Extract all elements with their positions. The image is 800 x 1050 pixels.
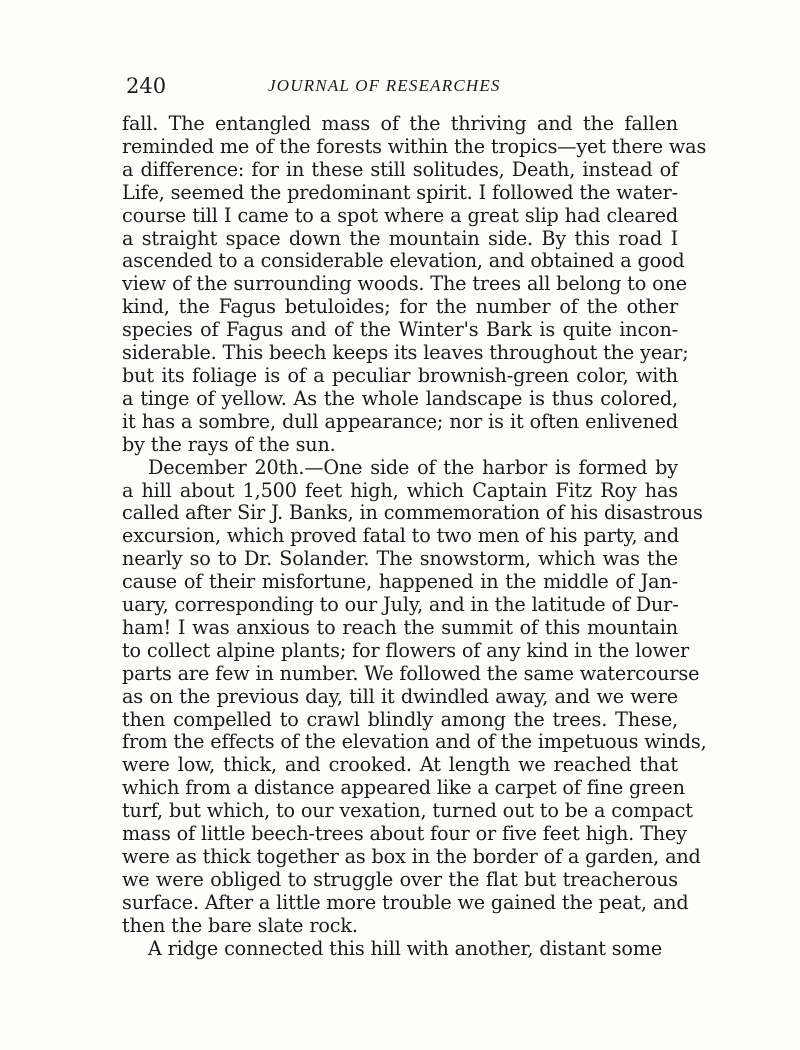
text-line: uary, corresponding to our July, and in the latitude of Dur- <box>122 593 679 617</box>
text-line: ham! I was anxious to reach the summit of this mountain <box>122 615 678 639</box>
text-line: nearly so to Dr. Solander. The snowstorm, which was the <box>122 547 678 571</box>
text-line: siderable. This beech keeps its leaves throughout the year; <box>122 341 689 365</box>
text-line: from the effects of the elevation and of the impetuous winds, <box>122 730 707 754</box>
paragraph <box>122 938 678 961</box>
text-line: course till I came to a spot where a great slip had cleared <box>122 203 678 227</box>
text-line: view of the surrounding woods. The trees all belong to one <box>122 272 687 296</box>
running-head <box>126 74 676 104</box>
text-line: a straight space down the mountain side. By this road I <box>122 226 678 250</box>
page-number: 240 <box>126 74 167 98</box>
text-line: a tinge of yellow. As the whole landscape is thus colored, <box>122 386 678 410</box>
text-line: surface. After a little more trouble we gained the peat, and <box>122 890 689 914</box>
text-line: as on the previous day, till it dwindled away, and we were <box>122 684 678 708</box>
text-line: kind, the Fagus betuloides; for the number of the other <box>122 295 678 319</box>
text-line: to collect alpine plants; for flowers of any kind in the lower <box>122 638 690 662</box>
running-title: JOURNAL OF RESEARCHES <box>268 76 501 95</box>
text-line: a difference: for in these still solitudes, Death, instead of <box>122 157 678 181</box>
text-line: cause of their misfortune, happened in the middle of Jan- <box>122 570 678 594</box>
text-line: we were obliged to struggle over the flat but treacherous <box>122 867 678 891</box>
paragraph <box>122 112 707 457</box>
text-line: reminded me of the forests within the tropics—yet there was <box>122 134 707 158</box>
text-line: but its foliage is of a peculiar brownish-green color, with <box>122 363 678 387</box>
paragraph <box>122 455 707 938</box>
text-line: then the bare slate rock. <box>122 913 358 937</box>
text-line: species of Fagus and of the Winter's Bark is quite incon- <box>122 318 678 342</box>
text-line: mass of little beech-trees about four or five feet high. They <box>122 822 687 846</box>
text-line: ascended to a considerable elevation, and obtained a good <box>122 249 685 273</box>
text-line: were as thick together as box in the border of a garden, and <box>122 845 701 868</box>
text-line: excursion, which proved fatal to two men of his party, and <box>122 524 679 548</box>
body-text <box>122 112 707 961</box>
text-line: which from a distance appeared like a carpet of fine green <box>122 776 685 800</box>
text-line: December 20th.—One side of the harbor is formed by <box>148 455 678 479</box>
text-line: a hill about 1,500 feet high, which Captain Fitz Roy has <box>122 478 678 502</box>
text-line: by the rays of the sun. <box>122 432 336 456</box>
text-line: turf, but which, to our vexation, turned out to be a compact <box>122 799 693 823</box>
text-line: then compelled to crawl blindly among the trees. These, <box>122 707 678 731</box>
text-line: fall. The entangled mass of the thriving and the fallen <box>122 112 678 135</box>
text-line: were low, thick, and crooked. At length we reached that <box>122 753 678 777</box>
text-line: A ridge connected this hill with another, distant some <box>148 936 663 960</box>
text-line: called after Sir J. Banks, in commemoration of his disastrous <box>122 501 703 525</box>
text-line: parts are few in number. We followed the same watercourse <box>122 661 700 685</box>
text-line: it has a sombre, dull appearance; nor is it often enlivened <box>122 409 678 433</box>
text-line: Life, seemed the predominant spirit. I followed the water- <box>122 180 678 204</box>
